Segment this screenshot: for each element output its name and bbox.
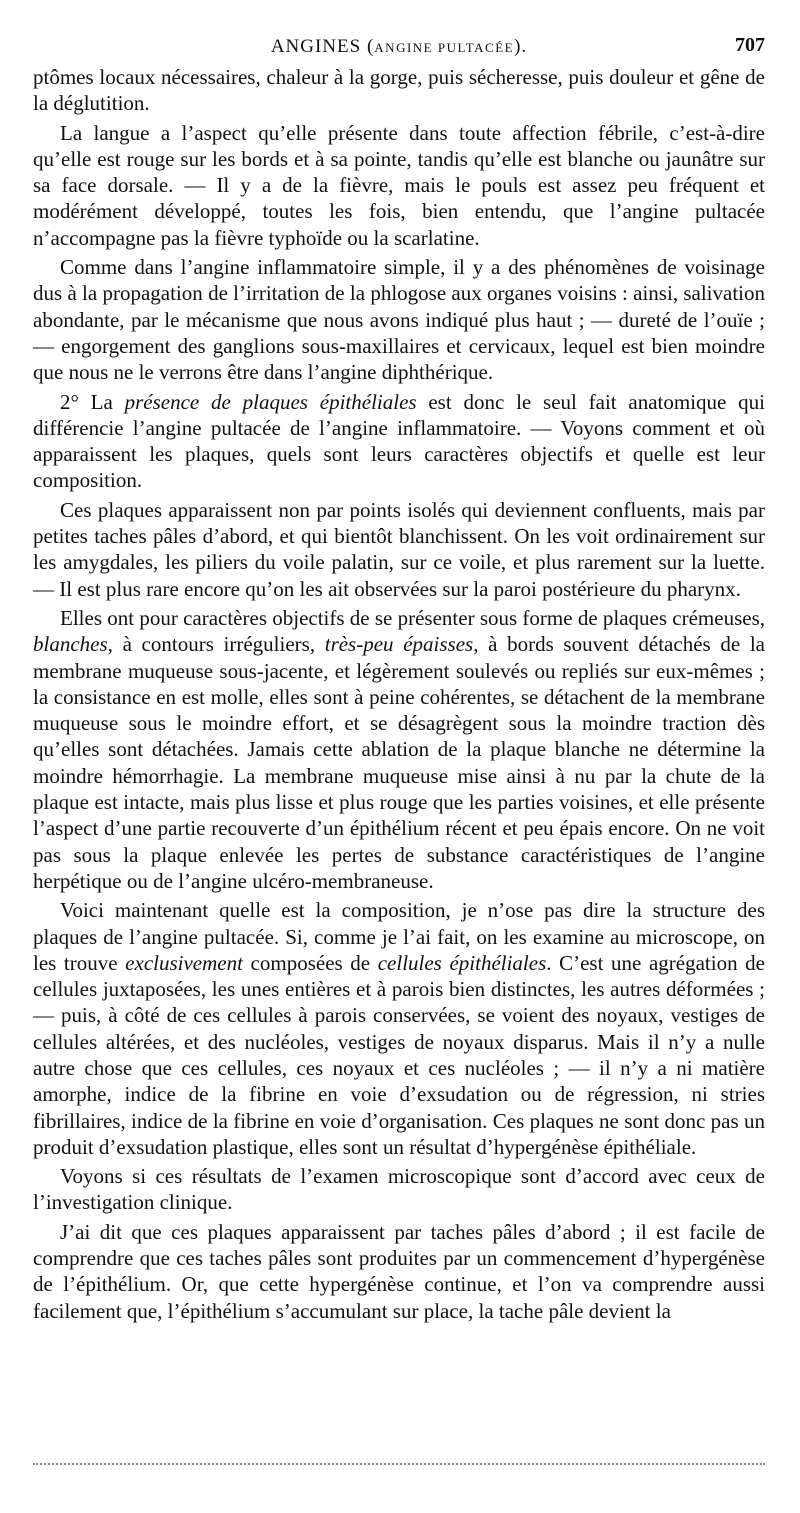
paragraph: Comme dans l’angine inflammatoire simple, il y a des phénomènes de voisinage dus à la propagation de l’irritation de la phlogose aux organes voisins : ainsi, salivation abondante, par le mécanisme que nous avons indiqué plus haut ; — dureté de l’ouïe ; — engorgement des ganglions sous-maxillaires et cervicaux, lequel est bien moindre que nous ne le verrons être dans l’angine diphthérique.: [33, 255, 765, 385]
running-head: [33, 36, 765, 58]
running-head-sub: ANGINE PULTACÉE: [374, 40, 515, 55]
paragraph: 2° La présence de plaques épithéliales est donc le seul fait anatomique qui différencie l’angine pultacée de l’angine inflammatoire. — Voyons comment et où apparaissent les plaques, quels sont leurs caractères objectifs et quelle est leur composition.: [33, 389, 765, 493]
running-head-end: ).: [514, 36, 528, 57]
body-text: [33, 64, 765, 1324]
paragraph: Elles ont pour caractères objectifs de se présenter sous forme de plaques crémeuses, blanches, à contours irréguliers, très-peu épaisses, à bords souvent détachés de la membrane muqueuse sous-jacente, et légèrement soulevés ou repliés sur eux-mêmes ; la consistance en est molle, elles sont à peine cohérentes, se détachent de la membrane muqueuse sous le moindre effort, et se désagrègent sous la moindre traction dès qu’elles sont détachées. Jamais cette ablation de la plaque blanche ne détermine la moindre hémorrhagie. La membrane muqueuse mise ainsi à nu par la chute de la plaque est intacte, mais plus lisse et plus rouge que les parties voisines, et elle présente l’aspect d’une partie recouverte d’un épithélium récent et peu épais encore. On ne voit pas sous la plaque enlevée les pertes de substance caractéristiques de l’angine herpétique ou de l’angine ulcéro-membraneuse.: [33, 605, 765, 893]
footer-rule: [33, 1463, 765, 1469]
paragraph: Ces plaques apparaissent non par points isolés qui deviennent confluents, mais par petites taches pâles d’abord, et qui bientôt blanchissent. On les voit ordinairement sur les amygdales, les piliers du voile palatin, sur ce voile, et plus rarement sur la luette. — Il est plus rare encore qu’on les ait observées sur la paroi postérieure du pharynx.: [33, 497, 765, 601]
paragraph: Voyons si ces résultats de l’examen microscopique sont d’accord avec ceux de l’investigation clinique.: [33, 1164, 765, 1215]
paragraph: ptômes locaux nécessaires, chaleur à la gorge, puis sécheresse, puis douleur et gêne de la déglutition.: [33, 65, 765, 116]
page-number: 707: [735, 34, 765, 56]
paragraph: La langue a l’aspect qu’elle présente dans toute affection fébrile, c’est-à-dire qu’elle est rouge sur les bords et à sa pointe, tandis qu’elle est blanche ou jaunâtre sur sa face dorsale. — Il y a de la fièvre, mais le pouls est assez peu fréquent et modérément développé, toutes les fois, bien entendu, que l’angine pultacée n’accompagne pas la fièvre typhoïde ou la scarlatine.: [33, 120, 765, 250]
paragraph: Voici maintenant quelle est la composition, je n’ose pas dire la structure des plaques de l’angine pultacée. Si, comme je l’ai fait, on les examine au microscope, on les trouve exclusivement composées de cellules épithéliales. C’est une agrégation de cellules juxtaposées, les unes entières et à parois bien distinctes, les autres déformées ; — puis, à côté de ces cellules à parois conservées, se voient des noyaux, vestiges de cellules altérées, et des nucléoles, vestiges de noyaux disparus. Mais il n’y a nulle autre chose que ces cellules, ces noyaux et ces nucléoles ; — il n’y a ni matière amorphe, indice de la fibrine en voie d’exsudation ou de régression, ni stries fibrillaires, indice de la fibrine en voie d’organisation. Ces plaques ne sont donc pas un produit d’exsudation plastique, elles sont un résultat d’hypergénèse épithéliale.: [33, 898, 765, 1159]
running-head-main: ANGINES (: [270, 36, 375, 57]
paragraph: J’ai dit que ces plaques apparaissent par taches pâles d’abord ; il est facile de comprendre que ces taches pâles sont produites par un commencement d’hypergénèse de l’épithélium. Or, que cette hypergénèse continue, et l’on va comprendre aussi facilement que, l’épithélium s’accumulant sur place, la tache pâle devient la: [33, 1219, 765, 1323]
page-header: [33, 34, 765, 64]
